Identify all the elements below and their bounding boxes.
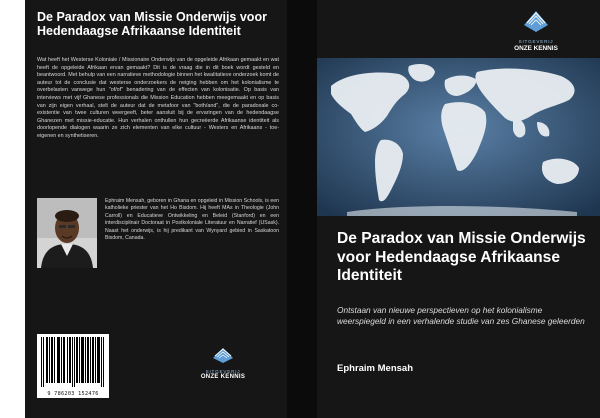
front-cover xyxy=(317,0,600,418)
front-cover-author: Ephraim Mensah xyxy=(337,363,414,374)
publisher-tagline-back: SITGEVERIJ xyxy=(205,369,241,374)
front-cover-title: De Paradox van Missie Onderwijs voor Hedendaagse Afrikaanse Identiteit xyxy=(337,230,586,284)
barcode-bars xyxy=(40,337,106,387)
publisher-tagline-front: SITGEVERIJ xyxy=(518,39,554,44)
publisher-book-icon xyxy=(210,344,236,364)
back-cover-blurb: Wat heeft het Westerse Koloniale / Missionaire Onderwijs van de opgeleide Afrikaan gemaakt en wat heeft de opgeleide Afrikaan ervan gemaakt? Dit is de vraag die in dit boek wordt gesteld en beantwoord. Met behulp van een narratieve methodologie binnen het kwalitatieve onderzoek komt de auteur tot de conclusie dat westerse onderzoekers de neiging hebben om het kolonialisme te overbelasten vanwege hun "of/of" benadering van de effecten van kolonisatie. Op basis van interviews met vijf Ghanese professionals die Mission Education hebben meegemaakt en op basis van zijn eigen verhaal, stelt de auteur dat de metafoor van "both/and", die de paradoxale co-existentie van twee culturen weergeeft, beter aansluit bij de ervaringen van de hedendaagse Ghanezen met missie-educatie. Hun verhalen onthullen hun gecreëerde Afrikaanse identiteit als doorlopende dialogen waarin ze zich elementen van elke cultuur - Westers en Afrikaans - toe-eigenen en synthetiseren. xyxy=(37,57,279,139)
publisher-name-back: ONZE KENNIS xyxy=(200,374,246,380)
back-cover-title: De Paradox van Missie Onderwijs voor Hedendaagse Afrikaanse Identiteit xyxy=(37,10,267,38)
author-photo xyxy=(37,198,97,268)
publisher-logo-back xyxy=(193,344,253,384)
back-cover xyxy=(25,0,287,418)
isbn-number: 9 786203 152476 xyxy=(47,391,99,397)
isbn-barcode xyxy=(37,334,109,398)
publisher-logo-front xyxy=(499,6,573,60)
publisher-book-icon-front xyxy=(521,6,551,34)
author-bio: Ephraim Mensah, geboren in Ghana en opgeleid in Mission Schools, is een katholieke priester van het Ho Bisdom. Hij heeft MAs in Theologie (John Carroll) en Educatieve Ontwikkeling en Beleid (Stanford) en een interdisciplinair Doctoraat in Postkoloniale Literatuur en Narratief (USask). Naast het onderwijs, is hij predikant van Wynyard gebied in Saskatoon Bisdom, Canada. xyxy=(105,198,279,242)
front-cover-subtitle: Ontstaan van nieuwe perspectieven op het kolonialisme weerspiegeld in een verhalende studie van zes Ghanese geleerden xyxy=(337,305,585,326)
publisher-name-front: ONZE KENNIS xyxy=(514,45,558,52)
world-map-image xyxy=(317,58,600,216)
book-spine xyxy=(287,0,317,418)
